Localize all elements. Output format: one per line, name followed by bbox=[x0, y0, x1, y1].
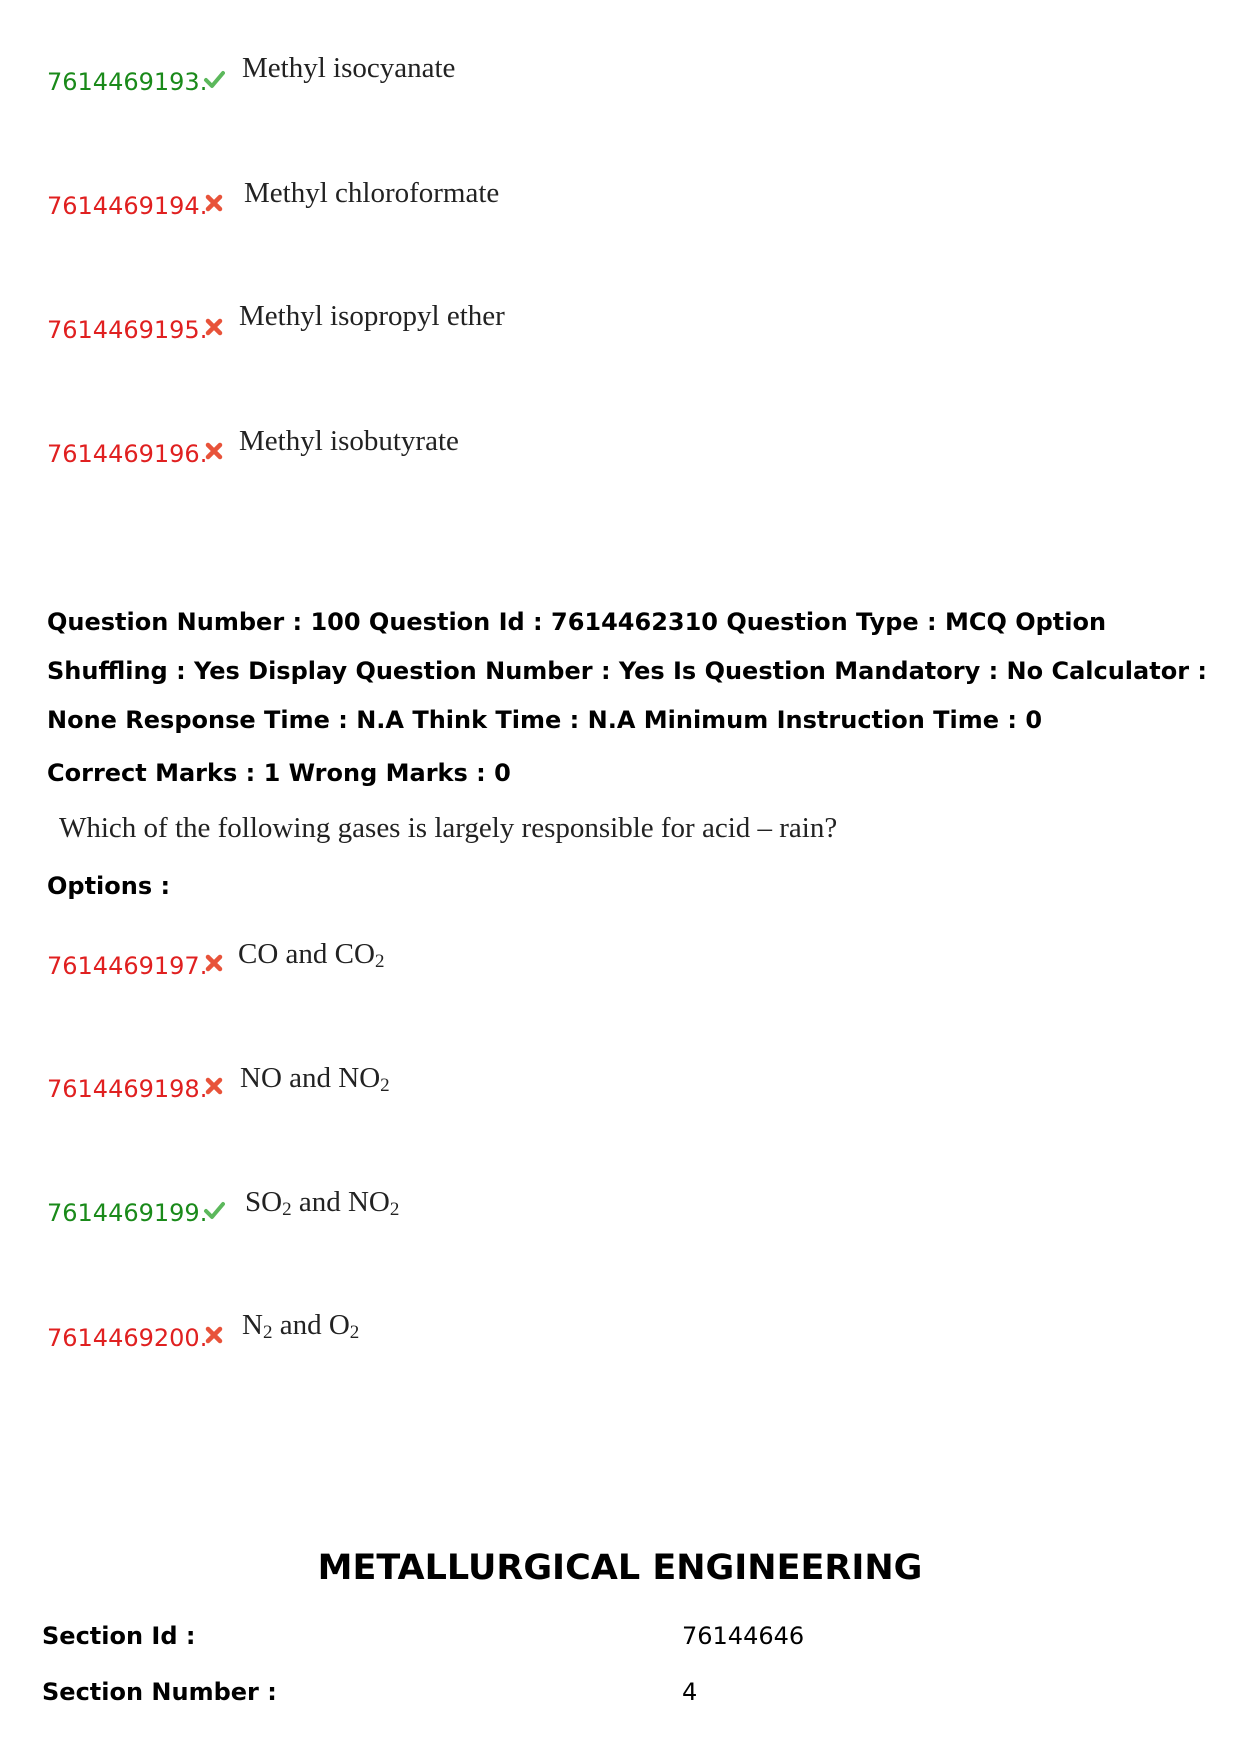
question-meta: Question Number : 100 Question Id : 7614462310 Question Type : MCQ Option Shuffling : Yes Display Question Number : Yes Is Question Mandatory : No Calculator : None Response Time : N.A Think Time : N.A Minimum Instruction Time : 0 bbox=[47, 608, 1207, 734]
option-id: 7614469200. bbox=[47, 1324, 208, 1352]
cross-icon bbox=[203, 316, 225, 338]
option-id: 7614469198. bbox=[47, 1075, 208, 1103]
cross-icon bbox=[203, 1075, 225, 1097]
section-number-value: 4 bbox=[682, 1678, 698, 1706]
section-title: METALLURGICAL ENGINEERING bbox=[317, 1548, 923, 1588]
option-text: $SO_2$ and $NO_2$ bbox=[245, 1186, 400, 1220]
cross-icon bbox=[203, 440, 225, 462]
question-marks: Correct Marks : 1 Wrong Marks : 0 bbox=[47, 759, 511, 787]
option-id: 7614469195. bbox=[47, 316, 208, 344]
cross-icon bbox=[203, 192, 225, 214]
check-icon bbox=[203, 1199, 225, 1221]
option-id: 7614469194. bbox=[47, 192, 208, 220]
option-text: Methyl isobutyrate bbox=[239, 425, 459, 457]
option-text: CO and $CO_2$ bbox=[238, 938, 385, 972]
section-id-value: 76144646 bbox=[682, 1622, 805, 1650]
option-id: 7614469199. bbox=[47, 1199, 208, 1227]
option-text: Methyl isopropyl ether bbox=[239, 300, 505, 332]
option-id: 7614469197. bbox=[47, 952, 208, 980]
option-id: 7614469196. bbox=[47, 440, 208, 468]
option-id: 7614469193. bbox=[47, 68, 208, 96]
options-label: Options : bbox=[47, 872, 171, 900]
question-text: Which of the following gases is largely responsible for acid – rain? bbox=[59, 812, 838, 844]
cross-icon bbox=[203, 1324, 225, 1346]
option-text: NO and $NO_2$ bbox=[240, 1062, 390, 1096]
check-icon bbox=[203, 68, 225, 90]
option-text: $N_2$ and $O_2$ bbox=[242, 1309, 360, 1343]
option-text: Methyl chloroformate bbox=[244, 177, 500, 209]
cross-icon bbox=[203, 952, 225, 974]
option-text: Methyl isocyanate bbox=[242, 52, 456, 84]
section-id-label: Section Id : bbox=[42, 1622, 196, 1650]
section-number-label: Section Number : bbox=[42, 1678, 277, 1706]
